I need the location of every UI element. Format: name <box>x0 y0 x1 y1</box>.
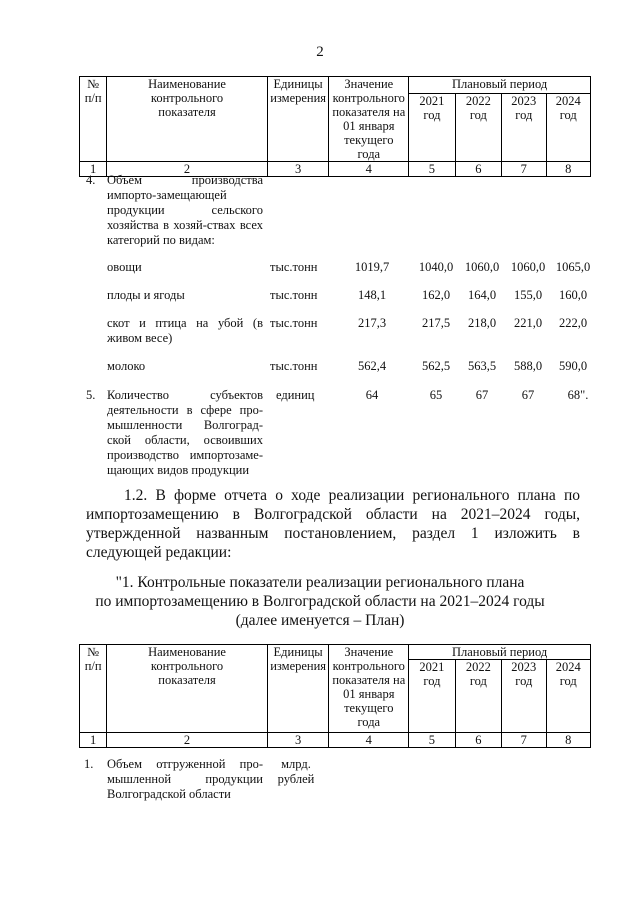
index-cell: 4 <box>329 733 409 748</box>
row-2022: 563,5 <box>467 359 497 373</box>
row-2023: 67 <box>521 388 535 402</box>
index-cell: 3 <box>267 162 329 177</box>
row-2022: 67 <box>475 388 489 402</box>
row-2021: 1040,0 <box>418 260 454 274</box>
index-cell: 1 <box>80 733 107 748</box>
row-unit: тыс.тонн <box>270 359 318 373</box>
row-2021: 562,5 <box>421 359 451 373</box>
header-planned-period: Плановый период <box>409 645 591 660</box>
index-cell: 7 <box>502 162 546 177</box>
row-2024: 222,0 <box>558 316 588 330</box>
index-cell: 6 <box>455 733 501 748</box>
row-2021: 65 <box>429 388 443 402</box>
header-year-2021: 2021 год <box>409 660 455 733</box>
header-name: Наименование контрольного показателя <box>107 645 268 733</box>
row-2024: 68". <box>567 388 589 402</box>
header-value: Значение контрольного показателя на 01 января текущего года <box>329 645 409 733</box>
row-name: Количество субъектов деятельности в сфере про-мышленности Волгоград-ской области, освоивших производство импортозаме-щающих видов продукции <box>107 388 263 477</box>
row-2021: 217,5 <box>421 316 451 330</box>
section-heading-line-1: "1. Контрольные показатели реализации регионального плана <box>115 574 525 591</box>
index-cell: 5 <box>409 733 455 748</box>
index-cell: 6 <box>455 162 501 177</box>
row-2024: 590,0 <box>558 359 588 373</box>
index-cell: 1 <box>80 162 107 177</box>
index-cell: 5 <box>409 162 455 177</box>
index-cell: 4 <box>329 162 409 177</box>
header-year-2024: 2024 год <box>546 94 590 162</box>
header-no: № п/п <box>80 645 107 733</box>
header-planned-period: Плановый период <box>409 77 591 94</box>
row-2024: 1065,0 <box>555 260 591 274</box>
row-2022: 1060,0 <box>464 260 500 274</box>
header-year-2023: 2023 год <box>502 660 546 733</box>
row-2023: 588,0 <box>513 359 543 373</box>
row-number: 1. <box>84 757 94 771</box>
row-name: Объем отгруженной про-мышленной продукции Волгоградской области <box>107 757 263 801</box>
row-unit: млрд. рублей <box>277 757 315 786</box>
row-value: 562,4 <box>357 359 387 373</box>
index-cell: 2 <box>107 733 268 748</box>
header-units: Единицы измерения <box>267 645 329 733</box>
row-name: Объем производства импорто-замещающей продукции сельского хозяйства в хозяй-ствах всех категорий по видам: <box>107 173 263 247</box>
row-2021: 162,0 <box>421 288 451 302</box>
amendment-paragraph: 1.2. В форме отчета о ходе реализации регионального плана по импортозамещению в Волгоградской области на 2021–2024 годы, утвержденной названным постановлением, раздел 1 изложить в следующей редакции: <box>86 487 580 561</box>
row-2023: 1060,0 <box>510 260 546 274</box>
row-2022: 164,0 <box>467 288 497 302</box>
row-value: 64 <box>365 388 379 402</box>
index-cell: 2 <box>107 162 268 177</box>
header-units: Единицы измерения <box>267 77 329 162</box>
page-number: 2 <box>316 44 324 60</box>
section-heading-line-2: по импортозамещению в Волгоградской области на 2021–2024 годы <box>95 593 545 610</box>
row-2023: 155,0 <box>513 288 543 302</box>
row-unit: тыс.тонн <box>270 260 318 274</box>
row-unit: единиц <box>276 388 315 402</box>
row-name: молоко <box>107 359 146 373</box>
row-2024: 160,0 <box>558 288 588 302</box>
row-unit: тыс.тонн <box>270 288 318 302</box>
index-cell: 7 <box>502 733 546 748</box>
section-heading-line-3: (далее именуется – План) <box>235 612 405 629</box>
row-unit: тыс.тонн <box>270 316 318 330</box>
row-2023: 221,0 <box>513 316 543 330</box>
row-2022: 218,0 <box>467 316 497 330</box>
section-heading <box>0 573 640 630</box>
row-value: 1019,7 <box>354 260 390 274</box>
table-1-header <box>79 76 591 177</box>
table-2-header <box>79 644 591 748</box>
row-name: скот и птица на убой (в живом весе) <box>107 316 263 345</box>
header-year-2022: 2022 год <box>455 660 501 733</box>
header-year-2024: 2024 год <box>546 660 590 733</box>
index-cell: 8 <box>546 733 590 748</box>
header-no: № п/п <box>80 77 107 162</box>
header-name: Наименование контрольного показателя <box>107 77 268 162</box>
row-name: овощи <box>107 260 142 274</box>
row-name: плоды и ягоды <box>107 288 185 302</box>
header-year-2023: 2023 год <box>502 94 546 162</box>
row-value: 148,1 <box>357 288 387 302</box>
row-number: 4. <box>86 173 96 187</box>
index-cell: 3 <box>267 733 329 748</box>
header-year-2022: 2022 год <box>455 94 501 162</box>
header-value: Значение контрольного показателя на 01 января текущего года <box>329 77 409 162</box>
row-number: 5. <box>86 388 96 402</box>
row-value: 217,3 <box>357 316 387 330</box>
header-year-2021: 2021 год <box>409 94 455 162</box>
index-cell: 8 <box>546 162 590 177</box>
